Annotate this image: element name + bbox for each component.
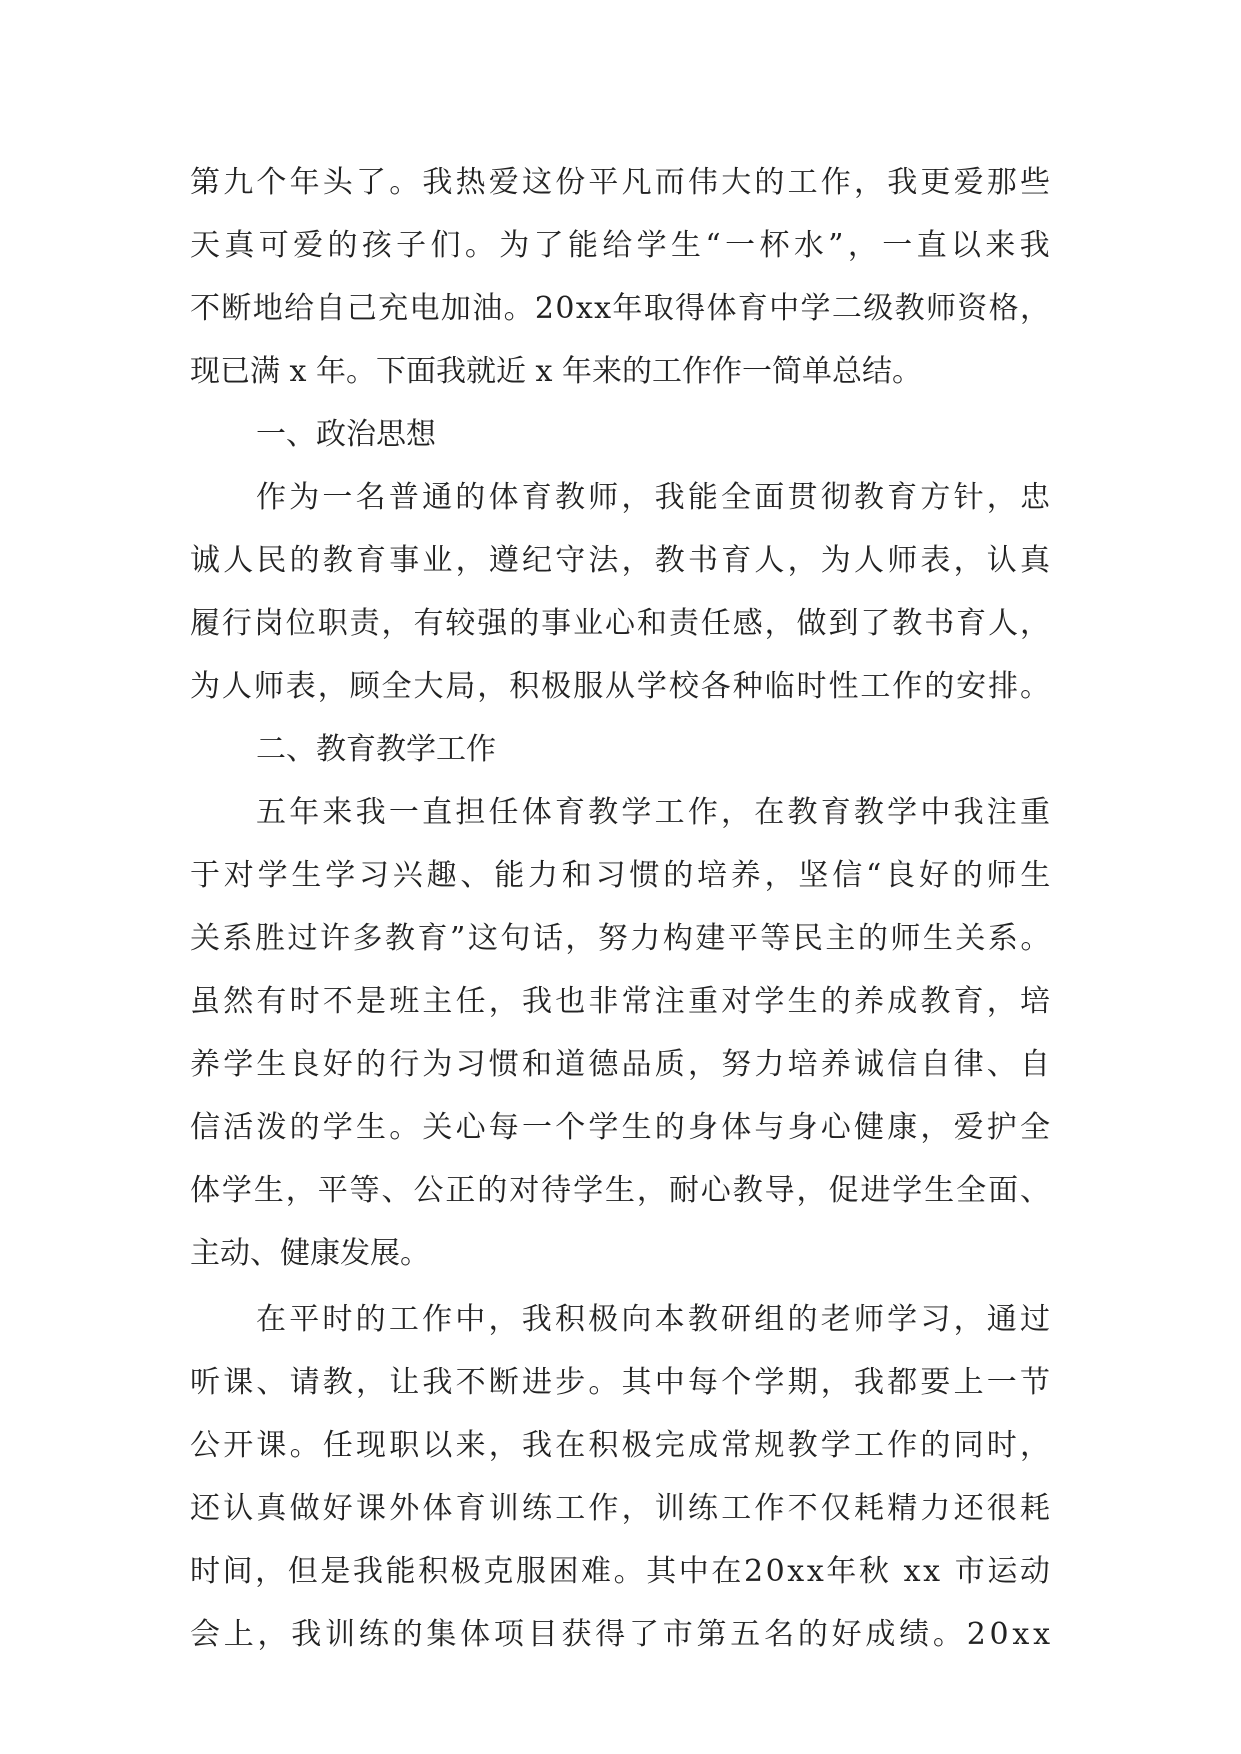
text-line xyxy=(190,601,1050,647)
section-heading xyxy=(256,412,1050,458)
text-line-content: 作为一名普通的体育教师，我能全面贯彻教育方针，忠 xyxy=(256,480,1054,515)
text-line xyxy=(190,160,1054,206)
section-heading xyxy=(256,727,1050,773)
text-line xyxy=(256,1297,1054,1343)
text-line xyxy=(190,1612,1054,1658)
text-line-content: 听课、请教，让我不断进步。其中每个学期，我都要上一节 xyxy=(190,1365,1054,1400)
text-line-content: 在平时的工作中，我积极向本教研组的老师学习，通过 xyxy=(256,1302,1054,1337)
text-line-content: 履行岗位职责，有较强的事业心和责任感，做到了教书育人， xyxy=(190,606,1052,641)
text-line xyxy=(190,1042,1054,1088)
text-line xyxy=(190,286,1050,332)
text-line-content: 为人师表，顾全大局，积极服从学校各种临时性工作的安排。 xyxy=(190,669,1052,704)
text-line-content: 时间，但是我能积极克服困难。其中在20xx年秋 xx 市运动 xyxy=(190,1554,1053,1589)
text-line-content: 主动、健康发展。 xyxy=(190,1236,430,1271)
text-line xyxy=(190,1486,1054,1532)
text-line-content: 五年来我一直担任体育教学工作，在教育教学中我注重 xyxy=(256,795,1054,830)
text-line xyxy=(190,349,1050,395)
text-line-content: 第九个年头了。我热爱这份平凡而伟大的工作，我更爱那些 xyxy=(190,165,1054,200)
section-heading-text: 二、教育教学工作 xyxy=(256,732,496,767)
text-line xyxy=(190,1231,1050,1277)
text-line xyxy=(190,538,1054,584)
text-line xyxy=(190,916,1053,962)
text-line-content: 关系胜过许多教育”这句话，努力构建平等民主的师生关系。 xyxy=(190,921,1053,956)
text-line-content: 不断地给自己充电加油。20xx年取得体育中学二级教师资格， xyxy=(190,291,1052,326)
section-heading-text: 一、政治思想 xyxy=(256,417,436,452)
text-line-content: 会上，我训练的集体项目获得了市第五名的好成绩。20xx xyxy=(190,1617,1054,1652)
text-line-content: 虽然有时不是班主任，我也非常注重对学生的养成教育，培 xyxy=(190,984,1054,1019)
text-line xyxy=(190,1168,1050,1214)
document-body xyxy=(190,0,1055,1754)
text-line-content: 现已满 x 年。下面我就近 x 年来的工作作一简单总结。 xyxy=(190,354,922,389)
text-line xyxy=(190,1360,1054,1406)
text-line xyxy=(256,475,1054,521)
text-line xyxy=(190,979,1054,1025)
text-line xyxy=(256,790,1054,836)
text-line-content: 还认真做好课外体育训练工作，训练工作不仅耗精力还很耗 xyxy=(190,1491,1054,1526)
text-line xyxy=(190,1549,1053,1595)
text-line-content: 体学生，平等、公正的对待学生，耐心教导，促进学生全面、 xyxy=(190,1173,1052,1208)
text-line xyxy=(190,1423,1054,1469)
text-line-content: 养学生良好的行为习惯和道德品质，努力培养诚信自律、自 xyxy=(190,1047,1054,1082)
text-line xyxy=(190,1105,1054,1151)
text-line xyxy=(190,853,1055,899)
text-line-content: 天真可爱的孩子们。为了能给学生“一杯水”，一直以来我 xyxy=(190,228,1055,263)
text-line-content: 信活泼的学生。关心每一个学生的身体与身心健康，爱护全 xyxy=(190,1110,1054,1145)
text-line-content: 于对学生学习兴趣、能力和习惯的培养，坚信“良好的师生 xyxy=(190,858,1055,893)
text-line xyxy=(190,223,1055,269)
text-line-content: 诚人民的教育事业，遵纪守法，教书育人，为人师表，认真 xyxy=(190,543,1054,578)
text-line xyxy=(190,664,1050,710)
text-line-content: 公开课。任现职以来，我在积极完成常规教学工作的同时， xyxy=(190,1428,1054,1463)
